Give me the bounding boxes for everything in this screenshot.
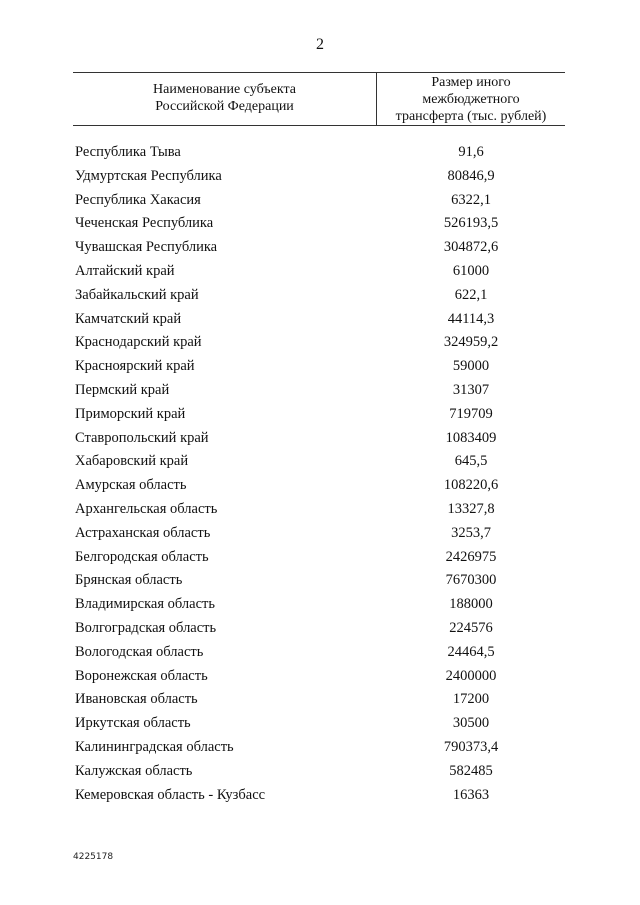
transfer-amount: 2426975 (445, 548, 497, 565)
subject-name: Алтайский край (75, 262, 175, 279)
subject-name: Кемеровская область - Кузбасс (75, 786, 266, 803)
table-row (0, 236, 640, 260)
transfer-amount: 2400000 (445, 667, 497, 684)
transfer-amount: 44114,3 (447, 310, 495, 327)
table-row (0, 212, 640, 236)
table-row (0, 165, 640, 189)
transfer-amount: 790373,4 (443, 738, 499, 755)
subject-name: Краснодарский край (75, 334, 202, 351)
table-row (0, 569, 640, 593)
table-row (0, 260, 640, 284)
transfer-amount: 80846,9 (447, 167, 495, 184)
transfer-amount: 59000 (452, 358, 490, 375)
transfer-amount: 645,5 (454, 453, 488, 470)
table-row (0, 189, 640, 213)
transfer-amount: 622,1 (454, 286, 488, 303)
subject-name: Хабаровский край (75, 453, 189, 470)
subject-name: Чеченская Республика (75, 215, 214, 232)
table-row (0, 522, 640, 546)
transfer-amount: 324959,2 (443, 334, 499, 351)
subject-name: Белгородская область (75, 548, 209, 565)
table-row (0, 688, 640, 712)
subject-name: Архангельская область (75, 500, 218, 517)
transfer-amount: 582485 (449, 762, 493, 779)
page-number: 2 (316, 36, 324, 53)
subject-name: Владимирская область (75, 596, 215, 613)
table-row (0, 450, 640, 474)
column-header-amount-line2: межбюджетного (422, 92, 520, 107)
column-header-subject-line1: Наименование субъекта (153, 82, 296, 97)
table-row (0, 665, 640, 689)
table-row (0, 498, 640, 522)
column-header-amount-line1: Размер иного (431, 75, 511, 90)
table-row (0, 403, 640, 427)
subject-name: Волгоградская область (75, 619, 217, 636)
transfer-amount: 13327,8 (447, 500, 495, 517)
subject-name: Удмуртская Республика (75, 167, 222, 184)
transfer-amount: 16363 (452, 786, 490, 803)
transfer-amount: 31307 (452, 381, 490, 398)
subject-name: Пермский край (75, 381, 170, 398)
table-row (0, 784, 640, 808)
document-code: 4225178 (73, 852, 114, 862)
transfer-amount: 61000 (452, 262, 490, 279)
column-header-amount (377, 74, 565, 125)
table-row (0, 760, 640, 784)
subject-name: Приморский край (75, 405, 186, 422)
column-header-amount-line3: трансферта (тыс. рублей) (395, 109, 547, 124)
column-header-subject (73, 81, 376, 115)
table-row (0, 593, 640, 617)
column-header-subject-line2: Российской Федерации (155, 99, 294, 114)
subject-name: Камчатский край (75, 310, 182, 327)
transfer-amount: 526193,5 (443, 215, 499, 232)
transfer-amount: 224576 (449, 619, 493, 636)
table-row (0, 641, 640, 665)
transfer-amount: 91,6 (458, 144, 484, 160)
table-row (0, 427, 640, 451)
subject-name: Вологодская область (75, 643, 204, 660)
transfer-amount: 1083409 (445, 429, 497, 446)
transfer-amount: 304872,6 (443, 239, 499, 256)
table-body (0, 141, 640, 807)
subject-name: Забайкальский край (75, 286, 199, 303)
table-header (73, 72, 565, 126)
table-row (0, 331, 640, 355)
transfer-amount: 7670300 (445, 572, 497, 589)
subject-name: Калининградская область (75, 738, 234, 755)
subject-name: Республика Хакасия (75, 191, 201, 208)
transfer-amount: 3253,7 (451, 524, 491, 541)
transfer-amount: 24464,5 (447, 643, 495, 660)
subject-name: Астраханская область (75, 524, 211, 541)
table-row (0, 379, 640, 403)
transfer-amount: 719709 (449, 405, 493, 422)
subject-name: Воронежская область (75, 667, 208, 684)
subject-name: Амурская область (75, 477, 187, 494)
transfer-amount: 188000 (449, 596, 493, 613)
transfer-amount: 30500 (452, 715, 490, 732)
table-row (0, 546, 640, 570)
subject-name: Красноярский край (75, 358, 195, 375)
subject-name: Иркутская область (75, 715, 191, 732)
table-row (0, 712, 640, 736)
transfer-amount: 108220,6 (443, 477, 499, 494)
table-row (0, 355, 640, 379)
table-row (0, 617, 640, 641)
table-row (0, 141, 640, 165)
subject-name: Брянская область (75, 572, 183, 589)
transfer-amount: 6322,1 (451, 191, 491, 208)
transfer-amount: 17200 (452, 691, 490, 708)
subject-name: Калужская область (75, 762, 193, 779)
subject-name: Республика Тыва (75, 144, 181, 160)
table-row (0, 308, 640, 332)
subject-name: Ивановская область (75, 691, 198, 708)
table-row (0, 474, 640, 498)
table-row (0, 736, 640, 760)
subject-name: Ставропольский край (75, 429, 209, 446)
table-row (0, 284, 640, 308)
subject-name: Чувашская Республика (75, 239, 218, 256)
